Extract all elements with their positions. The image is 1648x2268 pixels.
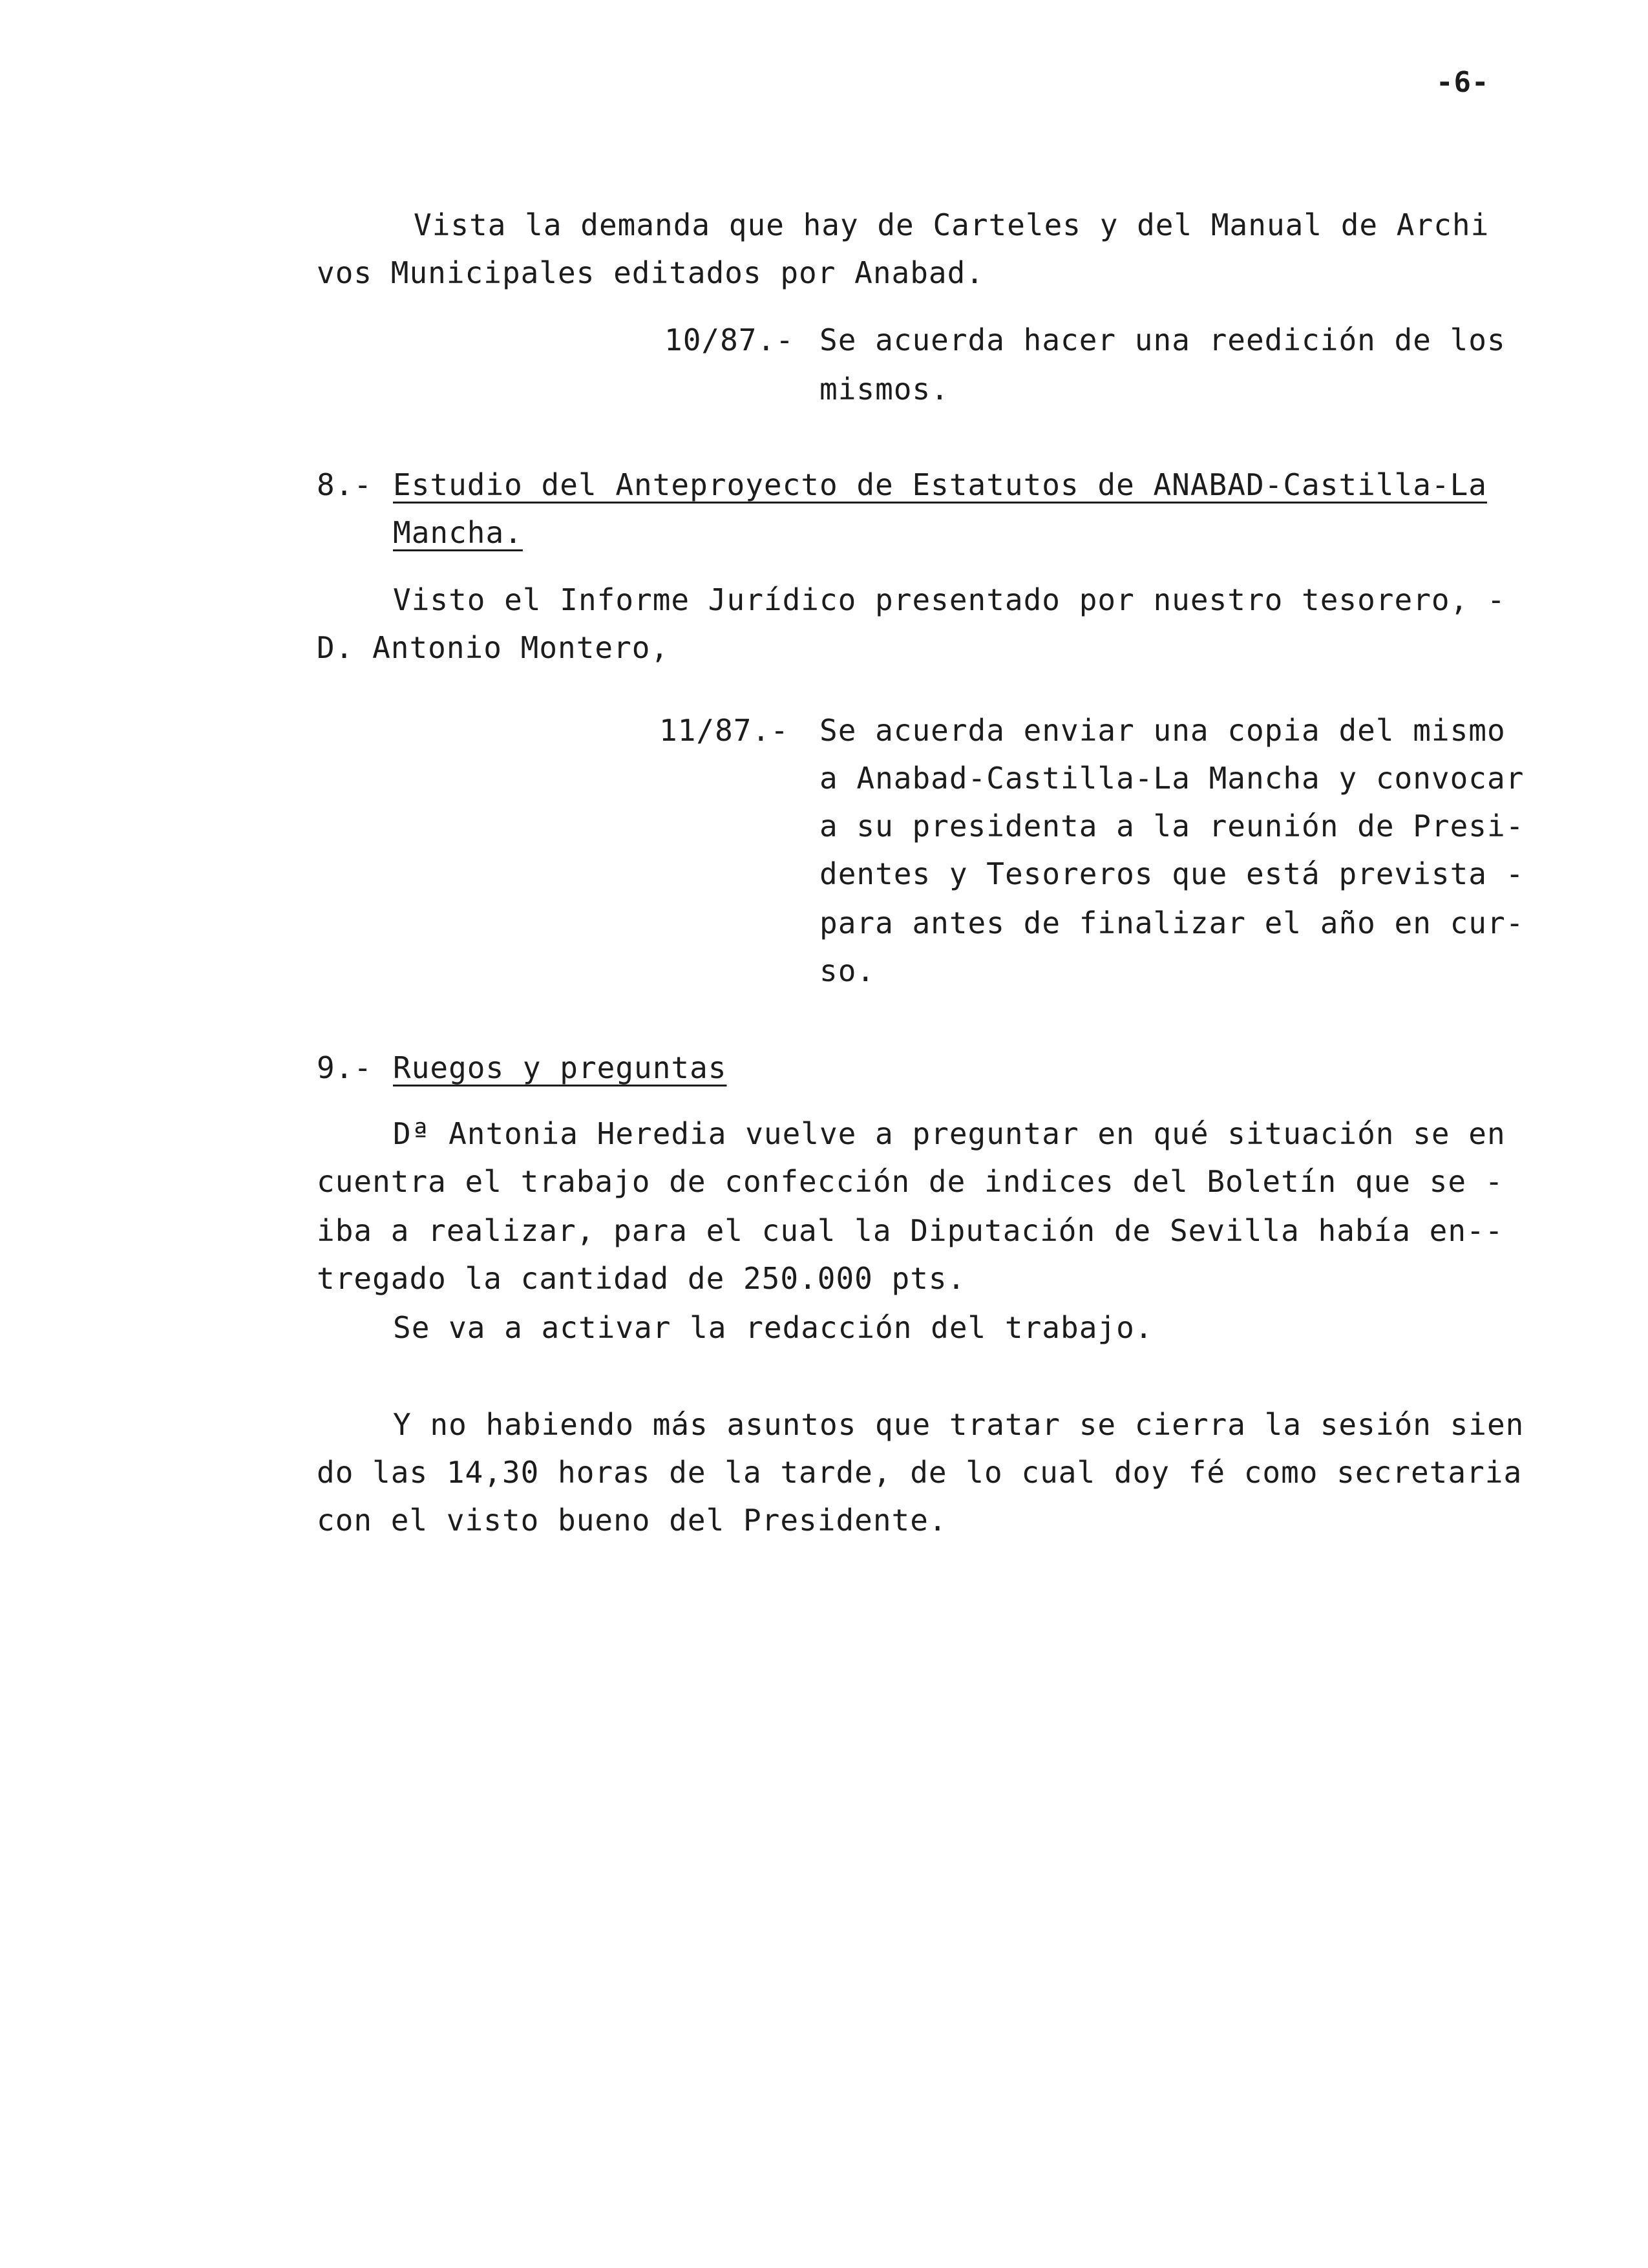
- resolution-line: so.: [819, 953, 876, 988]
- agenda-item-heading: Ruegos y preguntas: [393, 1050, 727, 1085]
- resolution-line: a Anabad-Castilla-La Mancha y convocar: [819, 761, 1525, 796]
- paragraph-line: cuentra el trabajo de confección de indices del Boletín que se -: [317, 1164, 1504, 1199]
- paragraph-line: Vista la demanda que hay de Carteles y del Manual de Archi: [414, 207, 1490, 242]
- resolution-line: Se acuerda hacer una reedición de los: [819, 323, 1506, 357]
- page-number: -6-: [1436, 66, 1490, 99]
- paragraph-line: vos Municipales editados por Anabad.: [317, 255, 984, 290]
- paragraph-line: Se va a activar la redacción del trabajo.: [393, 1310, 1154, 1345]
- agenda-item-number: 9.-: [317, 1050, 373, 1085]
- agenda-item-number: 8.-: [317, 467, 373, 502]
- paragraph-line: D. Antonio Montero,: [317, 630, 670, 665]
- agenda-item-heading: Estudio del Anteproyecto de Estatutos de ANABAD-Castilla-La: [393, 467, 1487, 502]
- closing-line: con el visto bueno del Presidente.: [317, 1503, 947, 1538]
- resolution-line: dentes y Tesoreros que está prevista -: [819, 856, 1525, 891]
- resolution-line: Se acuerda enviar una copia del mismo: [819, 713, 1506, 748]
- paragraph-line: iba a realizar, para el cual la Diputación de Sevilla había en--: [317, 1213, 1504, 1248]
- paragraph-line: Visto el Informe Jurídico presentado por nuestro tesorero, -: [393, 582, 1506, 617]
- resolution-line: a su presidenta a la reunión de Presi-: [819, 809, 1525, 843]
- resolution-line: para antes de finalizar el año en cur-: [819, 906, 1525, 940]
- closing-line: do las 14,30 horas de la tarde, de lo cual doy fé como secretaria: [317, 1455, 1523, 1490]
- resolution-number: 11/87.-: [659, 713, 789, 748]
- resolution-number: 10/87.-: [664, 323, 794, 357]
- closing-line: Y no habiendo más asuntos que tratar se cierra la sesión sien: [393, 1407, 1525, 1442]
- agenda-item-heading: Mancha.: [393, 515, 523, 550]
- paragraph-line: tregado la cantidad de 250.000 pts.: [317, 1261, 966, 1296]
- paragraph-line: Dª Antonia Heredia vuelve a preguntar en qué situación se en: [393, 1116, 1506, 1151]
- resolution-line: mismos.: [819, 372, 949, 407]
